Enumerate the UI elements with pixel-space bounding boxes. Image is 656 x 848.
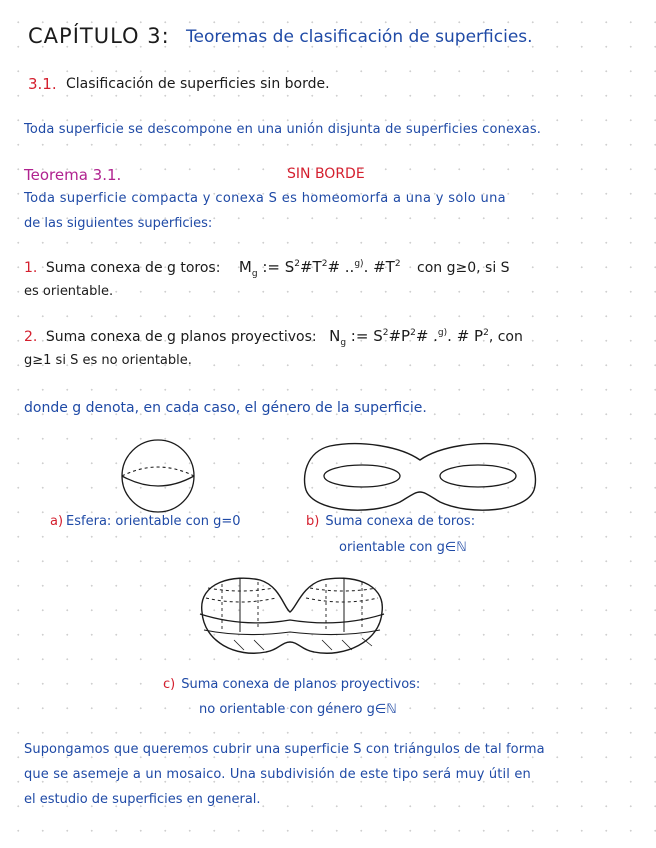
theorem-label: Teorema 3.1. (24, 166, 122, 184)
item-2-number: 2. (24, 329, 38, 345)
theorem-line-2: de las siguientes superficies: (24, 216, 213, 231)
item-2-text: Suma conexa de g planos proyectivos: (45, 329, 317, 345)
closing-line-2: que se asemeje a un mosaico. Una subdivisión de este tipo será muy útil en (24, 767, 531, 782)
item-1-text: Suma conexa de g toros: (45, 260, 221, 276)
closing-line-1: Supongamos que queremos cubrir una superficie S con triángulos de tal forma (24, 742, 545, 757)
item-2-formula: $N_g$ := $S^2\#P^2\#$ .$^{g)}$. # $P^2$ (329, 327, 489, 348)
item-2-line-2: g≥1 si S es no orientable. (24, 353, 192, 368)
figure-a-text: Esfera: orientable con g=0 (66, 514, 241, 529)
figure-c-text: Suma conexa de planos proyectivos: (181, 677, 421, 692)
item-1-line (24, 258, 510, 279)
item-2-line (24, 327, 523, 348)
figure-c-caption-2: no orientable con género g∈ℕ (199, 702, 397, 717)
theorem-line-1: Toda superficie compacta y conexa S es homeomorfa a una y solo una (24, 191, 506, 206)
figure-c-caption (163, 677, 420, 692)
chapter-number: CAPÍTULO 3: (28, 24, 170, 48)
figure-a-caption (50, 514, 241, 529)
section-title: Clasificación de superficies sin borde. (66, 76, 330, 92)
figure-a-letter: a) (50, 514, 64, 529)
chapter-title: Teoremas de clasificación de superficies. (186, 27, 533, 47)
double-torus-figure (300, 438, 540, 518)
figure-b-caption (306, 514, 475, 529)
figure-c-letter: c) (163, 677, 176, 692)
projective-sum-figure (194, 572, 390, 668)
item-1-formula: $M_g$ := $S^2\#T^2\#$ ..$^{g)}$. $\#T^2$ (238, 258, 401, 279)
theorem-tag: SIN BORDE (287, 166, 365, 182)
sphere-figure (118, 436, 198, 516)
section-number: 3.1. (28, 75, 57, 93)
figure-b-text: Suma conexa de toros: (325, 514, 476, 529)
genus-note: donde g denota, en cada caso, el género de la superficie. (24, 400, 427, 416)
intro-text: Toda superficie se descompone en una unión disjunta de superficies conexas. (24, 122, 542, 137)
figure-b-caption-2: orientable con g∈ℕ (339, 540, 467, 555)
item-1-line-2: es orientable. (24, 284, 114, 299)
item-2-condition: , con (488, 329, 523, 345)
item-1-condition: con g≥0, si S (417, 260, 510, 276)
item-1-number: 1. (24, 260, 38, 276)
figure-b-letter: b) (306, 514, 320, 529)
closing-line-3: el estudio de superficies en general. (24, 792, 261, 807)
